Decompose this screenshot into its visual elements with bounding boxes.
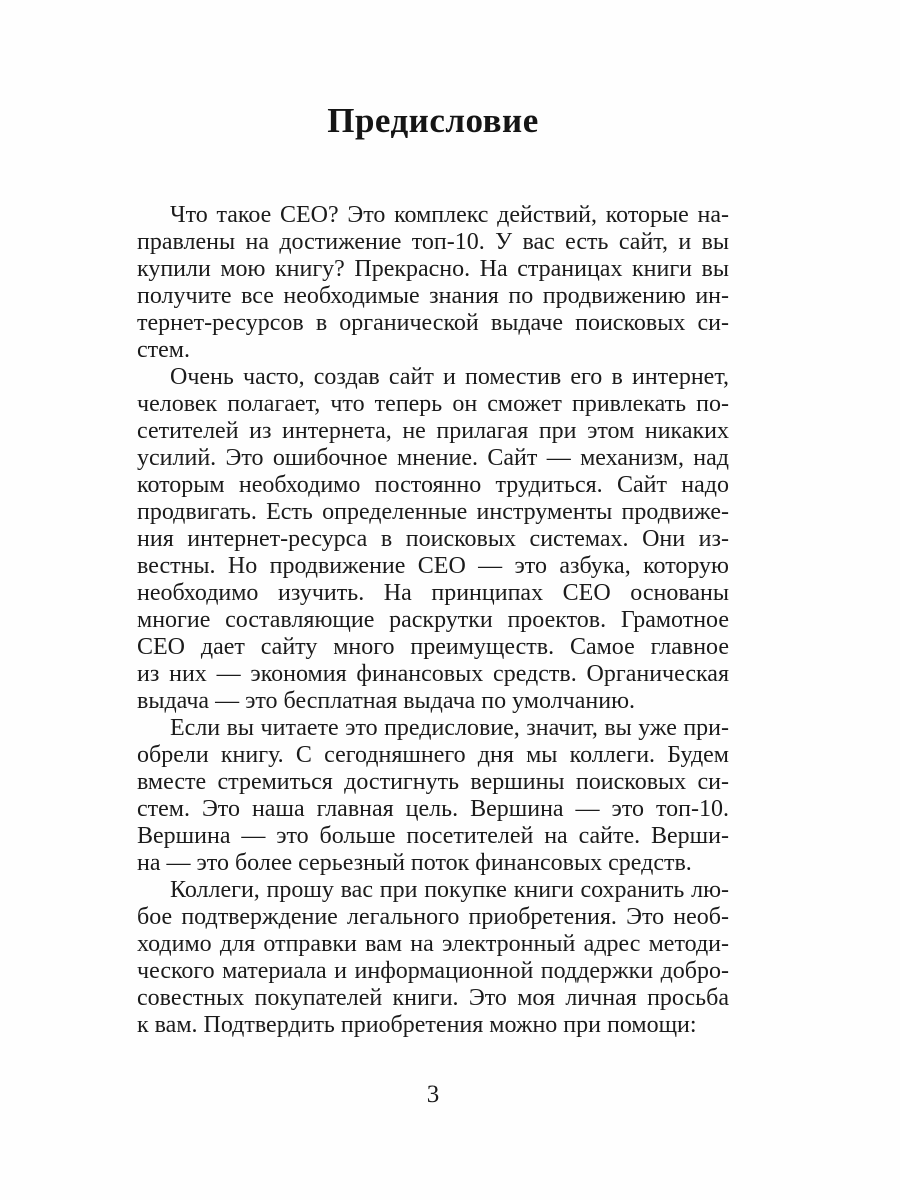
text-line: необходимо изучить. На принципах СЕО основаны bbox=[137, 580, 729, 606]
text-line: сетителей из интернета, не прилагая при этом никаких bbox=[137, 418, 729, 444]
text-line: Если вы читаете это предисловие, значит, вы уже при- bbox=[170, 715, 729, 741]
text-line: вместе стремиться достигнуть вершины поисковых си- bbox=[137, 769, 729, 795]
text-line: многие составляющие раскрутки проектов. Грамотное bbox=[137, 607, 729, 633]
body-text bbox=[137, 202, 729, 1039]
text-line: тернет-ресурсов в органической выдаче поисковых си- bbox=[137, 310, 729, 336]
text-line: бое подтверждение легального приобретения. Это необ- bbox=[137, 904, 729, 930]
text-line: на — это более серьезный поток финансовых средств. bbox=[137, 850, 692, 876]
text-line: из них — экономия финансовых средств. Органическая bbox=[137, 661, 729, 687]
page-title: Предисловие bbox=[327, 101, 539, 140]
text-line: Что такое СЕО? Это комплекс действий, которые на- bbox=[170, 202, 729, 228]
text-line: Вершина — это больше посетителей на сайте. Верши- bbox=[137, 823, 729, 849]
text-line: продвигать. Есть определенные инструменты продвиже- bbox=[137, 499, 729, 525]
text-line: к вам. Подтвердить приобретения можно при помощи: bbox=[137, 1012, 697, 1038]
text-line: СЕО дает сайту много преимуществ. Самое главное bbox=[137, 634, 729, 660]
text-line: обрели книгу. С сегодняшнего дня мы коллеги. Будем bbox=[137, 742, 729, 768]
text-line: ходимо для отправки вам на электронный адрес методи- bbox=[137, 931, 729, 957]
text-line: получите все необходимые знания по продвижению ин- bbox=[137, 283, 729, 309]
text-line: усилий. Это ошибочное мнение. Сайт — механизм, над bbox=[137, 445, 729, 471]
text-line: совестных покупателей книги. Это моя личная просьба bbox=[137, 985, 729, 1011]
text-line: Очень часто, создав сайт и поместив его в интернет, bbox=[170, 364, 729, 390]
text-line: выдача — это бесплатная выдача по умолчанию. bbox=[137, 688, 636, 714]
text-line: ния интернет-ресурса в поисковых системах. Они из- bbox=[137, 526, 729, 552]
text-line: которым необходимо постоянно трудиться. Сайт надо bbox=[137, 472, 729, 498]
text-line: вестны. Но продвижение СЕО — это азбука, которую bbox=[137, 553, 729, 579]
text-line: Коллеги, прошу вас при покупке книги сохранить лю- bbox=[170, 877, 729, 903]
text-line: человек полагает, что теперь он сможет привлекать по- bbox=[137, 391, 729, 417]
text-line: ческого материала и информационной поддержки добро- bbox=[137, 958, 729, 984]
text-line: стем. bbox=[137, 337, 190, 363]
text-line: правлены на достижение топ-10. У вас есть сайт, и вы bbox=[137, 229, 729, 255]
text-line: купили мою книгу? Прекрасно. На страницах книги вы bbox=[137, 256, 729, 282]
page-number: 3 bbox=[426, 1081, 440, 1108]
text-line: стем. Это наша главная цель. Вершина — это топ-10. bbox=[137, 796, 729, 822]
